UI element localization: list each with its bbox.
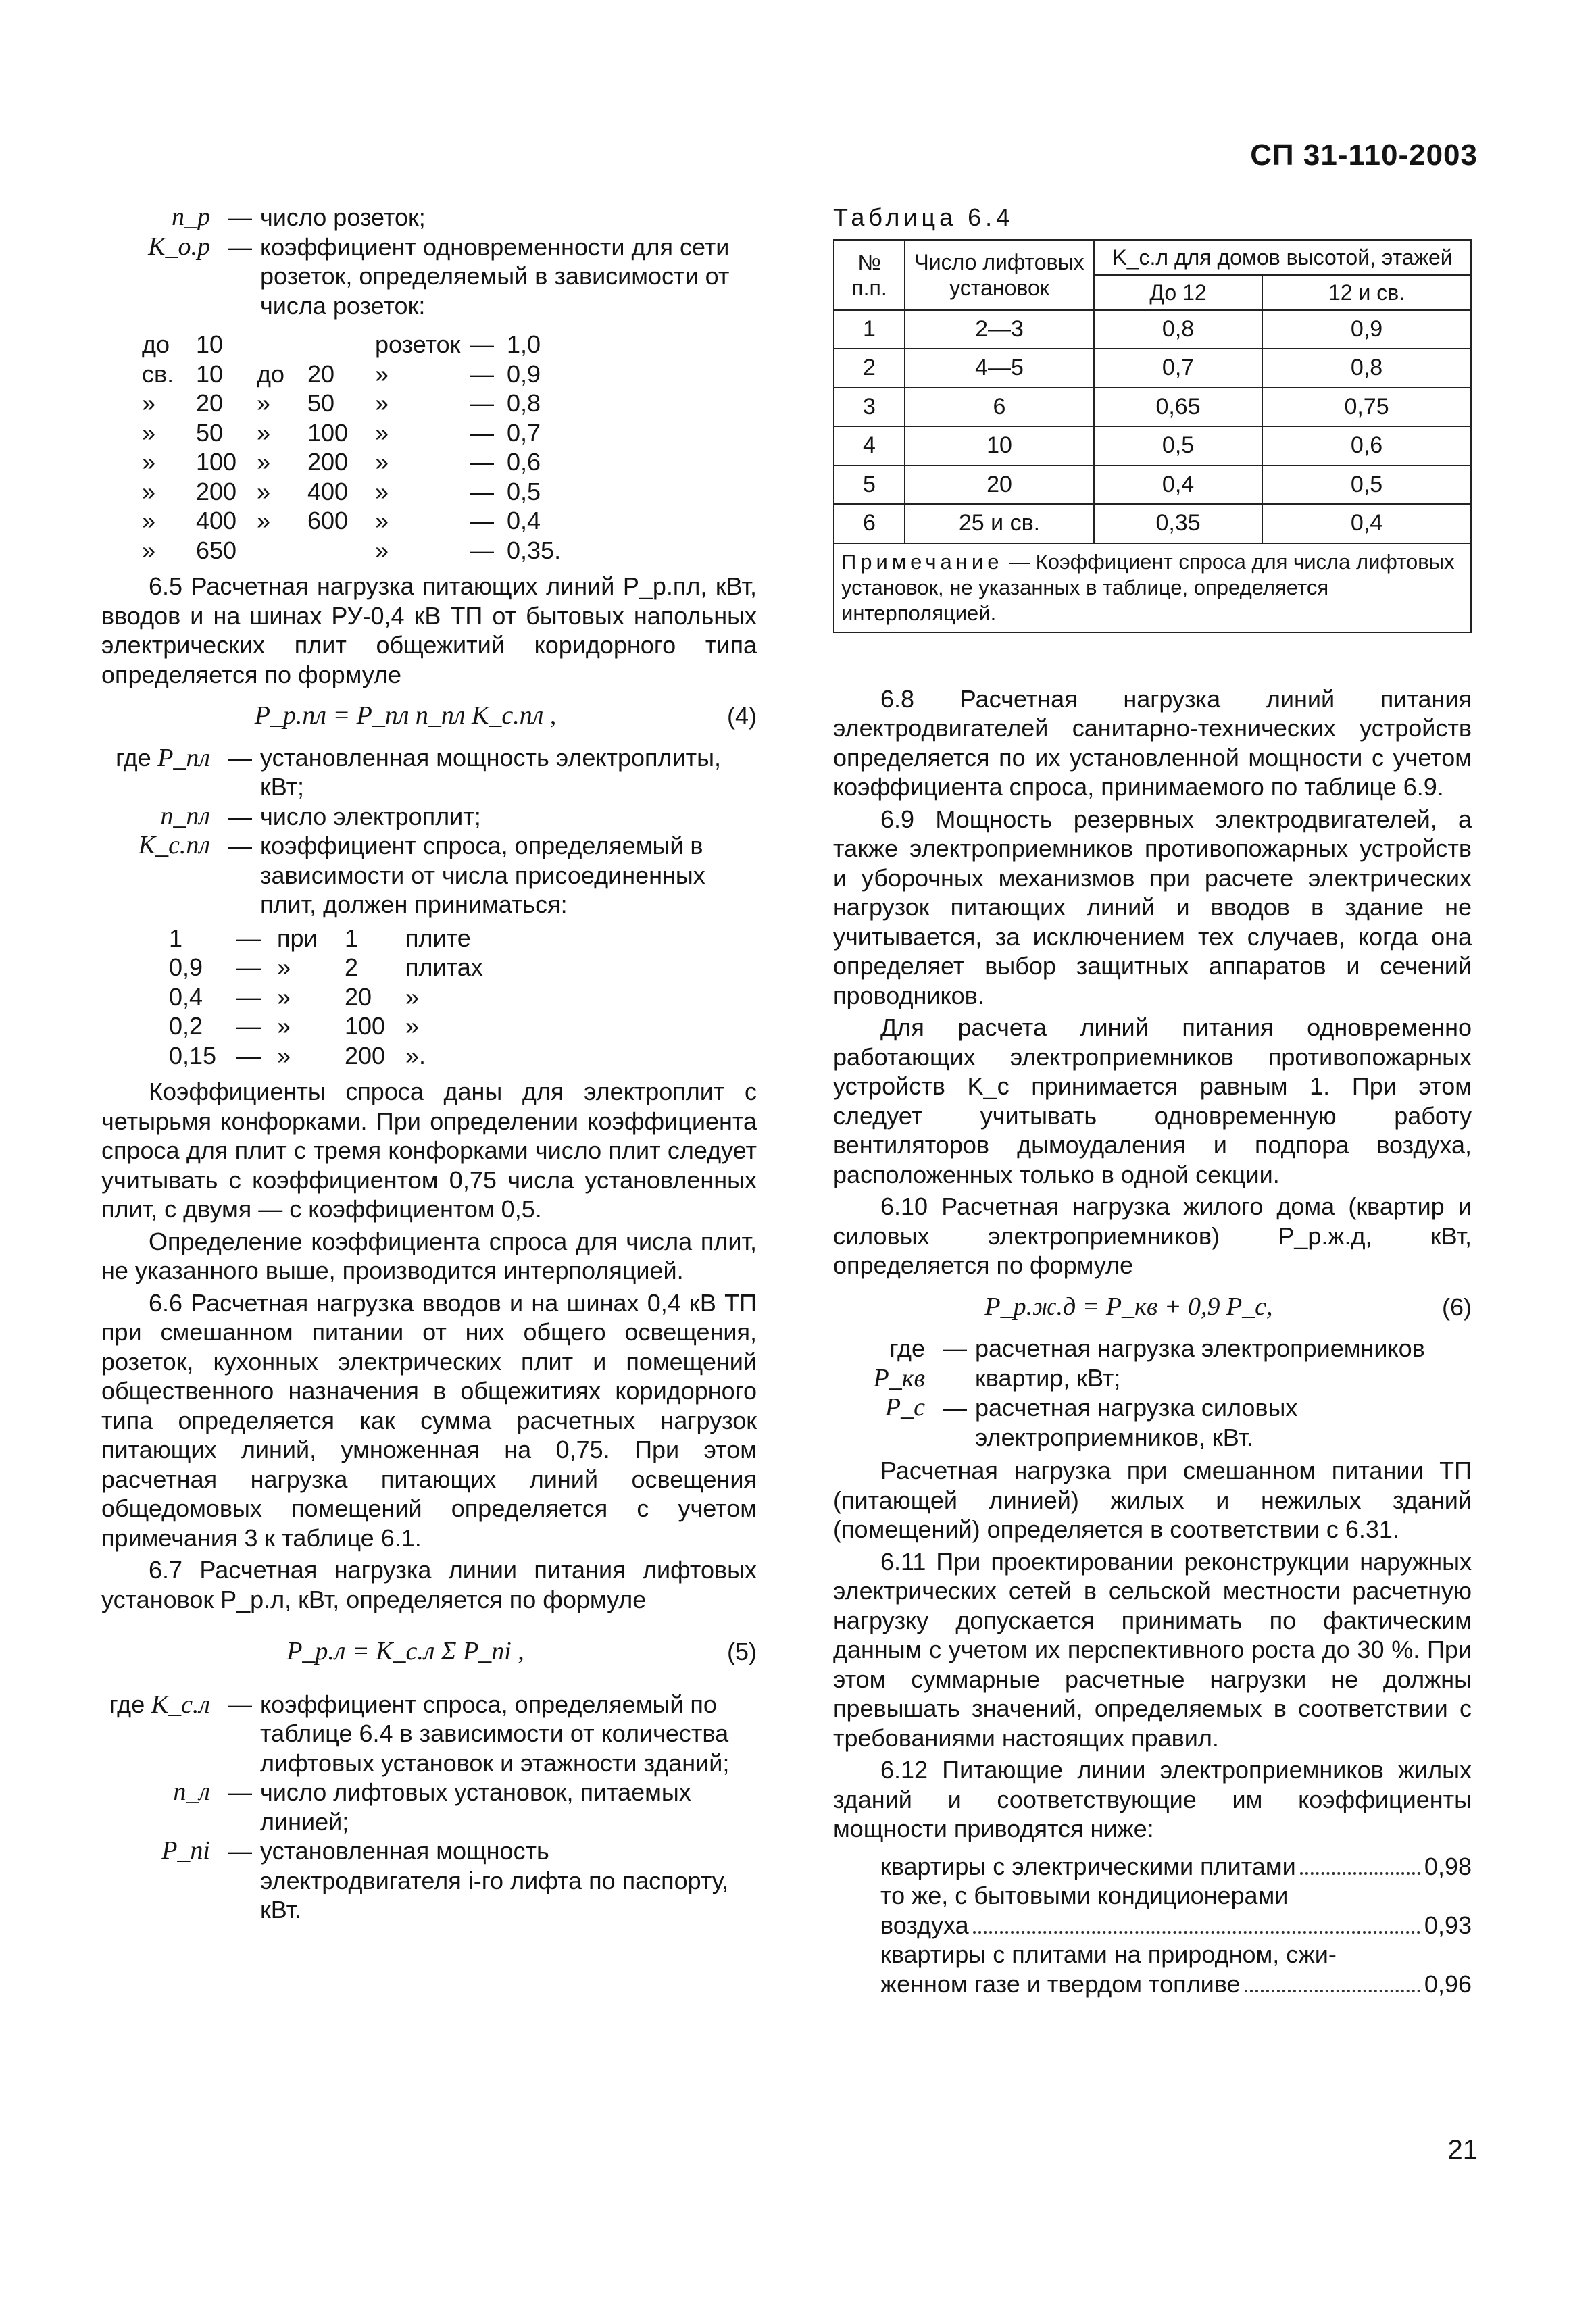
table-cell: 0,4 bbox=[1094, 466, 1262, 505]
table-row bbox=[834, 349, 1471, 388]
socket-list-cell: » bbox=[257, 448, 271, 476]
where-label: где bbox=[116, 743, 151, 772]
socket-list-cell: — bbox=[470, 330, 494, 358]
socket-list-cell: 50 bbox=[196, 418, 224, 447]
table-cell: 0,35 bbox=[1094, 504, 1262, 543]
socket-list-cell: » bbox=[375, 418, 389, 447]
power-factor-list bbox=[880, 1852, 1472, 1999]
def-dash: — bbox=[228, 743, 252, 772]
socket-list-cell: 200 bbox=[196, 477, 237, 505]
plate-list-cell: ». bbox=[405, 1041, 426, 1070]
socket-list-cell: 600 bbox=[307, 507, 349, 534]
table-row bbox=[834, 388, 1471, 427]
socket-list-cell: 0,9 bbox=[507, 359, 541, 388]
def-dash: — bbox=[228, 832, 252, 859]
socket-list-cell: 1,0 bbox=[507, 330, 541, 358]
socket-list-cell: — bbox=[470, 359, 494, 388]
def-text: расчетная нагрузка силовых электроприемников, кВт. bbox=[975, 1394, 1298, 1451]
right-column bbox=[833, 203, 1472, 1998]
socket-list-cell: » bbox=[142, 477, 156, 505]
def-symbol: P_кв bbox=[873, 1363, 925, 1392]
note-label: Примечание bbox=[841, 549, 1003, 574]
definitions-formula-6 bbox=[833, 1334, 1472, 1452]
formula-expression: P_р.ж.д = P_кв + 0,9 P_с, bbox=[984, 1292, 1273, 1321]
def-text: число электроплит; bbox=[260, 802, 481, 830]
socket-list-cell: 0,8 bbox=[507, 389, 541, 417]
socket-list-cell: » bbox=[375, 389, 389, 417]
def-text: установленная мощность электроплиты, кВт; bbox=[260, 743, 722, 801]
power-factor-item bbox=[880, 1911, 1472, 1940]
page-number: 21 bbox=[1447, 2135, 1478, 2165]
table-cell: 4 bbox=[834, 426, 905, 466]
socket-list-cell: 0,4 bbox=[507, 507, 541, 534]
socket-list-cell bbox=[307, 330, 375, 359]
plate-list-cell: — bbox=[236, 953, 261, 981]
socket-list-cell: » bbox=[142, 448, 156, 476]
def-dash: — bbox=[228, 203, 252, 231]
plate-list-cell: — bbox=[236, 1041, 261, 1070]
table-cell: 4—5 bbox=[905, 349, 1094, 388]
socket-list-cell bbox=[257, 536, 307, 565]
table-6-4 bbox=[833, 239, 1472, 633]
socket-list-cell: св. bbox=[142, 359, 174, 388]
table-cell: 0,9 bbox=[1262, 310, 1471, 349]
formula-4 bbox=[101, 701, 757, 731]
table-cell: 6 bbox=[905, 388, 1094, 427]
def-symbol: n_л bbox=[173, 1778, 210, 1806]
paragraph-6-8: 6.8 Расчетная нагрузка линий питания электродвигателей санитарно-технических устройств определяется по их установленной мощности с учетом коэффициента спроса, принимаемого по таблице 6.9. bbox=[833, 684, 1472, 801]
socket-list-cell: 10 bbox=[196, 359, 224, 388]
formula-expression: P_р.л = K_с.л Σ P_ni , bbox=[286, 1637, 524, 1665]
paragraph-6-9b: Для расчета линий питания одновременно работающих электроприемников противопожарных устройств K_с принимается равным 1. При этом следует учитывать одновременную работу вентиляторов дымоудаления и подпора воздуха, расположенных только в одной секции. bbox=[833, 1013, 1472, 1188]
table-cell: 0,6 bbox=[1262, 426, 1471, 466]
paragraph-6-12: 6.12 Питающие линии электроприемников жилых зданий и соответствующие им коэффициенты мощности приводятся ниже: bbox=[833, 1756, 1472, 1842]
def-symbol: K_с.пл bbox=[138, 831, 210, 859]
def-text: коэффициент спроса, определяемый в зависимости от числа присоединенных плит, должен приниматься: bbox=[260, 832, 705, 918]
plate-list-cell: » bbox=[277, 982, 291, 1011]
table-header-sub2: 12 и св. bbox=[1262, 275, 1471, 310]
table-cell: 0,8 bbox=[1262, 349, 1471, 388]
def-symbol: n_р bbox=[172, 203, 210, 231]
power-factor-item bbox=[880, 1881, 1472, 1911]
definitions-formula-4 bbox=[101, 743, 757, 920]
plate-list-cell: 200 bbox=[345, 1041, 386, 1070]
dot-leader bbox=[1245, 1990, 1420, 1992]
paragraph-6-10: 6.10 Расчетная нагрузка жилого дома (квартир и силовых электроприемников) P_р.ж.д, кВт, определяется по формуле bbox=[833, 1192, 1472, 1279]
power-factor-label: женном газе и твердом топливе bbox=[880, 1969, 1241, 1998]
plate-list-cell: 0,9 bbox=[169, 953, 203, 981]
definitions-formula-5 bbox=[101, 1690, 757, 1925]
power-factor-label: квартиры с электрическими плитами bbox=[880, 1852, 1296, 1880]
socket-list-cell: 10 bbox=[196, 330, 224, 358]
table-header-lift-count: Число лифтовых установок bbox=[905, 240, 1094, 310]
socket-list-cell: 0,35. bbox=[507, 536, 562, 564]
table-cell: 1 bbox=[834, 310, 905, 349]
def-dash: — bbox=[228, 1837, 252, 1865]
def-dash: — bbox=[228, 1778, 252, 1806]
socket-list-cell: 20 bbox=[196, 389, 224, 417]
power-factor-value: 0,93 bbox=[1424, 1911, 1472, 1939]
plate-list-cell: » bbox=[277, 1012, 291, 1040]
socket-list-cell: » bbox=[142, 389, 156, 417]
paragraph-6-9: 6.9 Мощность резервных электродвигателей, а также электроприемников противопожарных устройств и уборочных механизмов при расчете электрических нагрузок питающих линий и вводов в здание не учитывается, за исключением тех случаев, когда она определяет выбор защитных аппаратов и сечений проводников. bbox=[833, 805, 1472, 1009]
def-dash: — bbox=[228, 1690, 252, 1718]
plate-list-cell: 0,15 bbox=[169, 1041, 217, 1070]
table-cell: 25 и св. bbox=[905, 504, 1094, 543]
table-cell: 6 bbox=[834, 504, 905, 543]
table-title: Таблица 6.4 bbox=[833, 203, 1014, 231]
table-cell: 0,5 bbox=[1262, 466, 1471, 505]
socket-list-cell: — bbox=[470, 389, 494, 417]
socket-list-cell: 20 bbox=[307, 359, 335, 388]
paragraph-6-7: 6.7 Расчетная нагрузка линии питания лифтовых установок P_р.л, кВт, определяется по формуле bbox=[101, 1556, 757, 1613]
def-text: коэффициент спроса, определяемый по таблице 6.4 в зависимости от количества лифтовых установок и этажности зданий; bbox=[260, 1690, 730, 1777]
socket-list-cell: 400 bbox=[196, 507, 237, 534]
socket-list-cell: 0,7 bbox=[507, 418, 541, 447]
plate-list-cell: » bbox=[405, 982, 420, 1011]
socket-list-cell: » bbox=[257, 477, 271, 505]
table-cell: 2 bbox=[834, 349, 905, 388]
table-cell: 2—3 bbox=[905, 310, 1094, 349]
def-dash: — bbox=[943, 1334, 967, 1362]
table-cell: 0,65 bbox=[1094, 388, 1262, 427]
paragraph-6-10b: Расчетная нагрузка при смешанном питании ТП (питающей линией) жилых и нежилых зданий (помещений) определяется в соответствии с 6.31. bbox=[833, 1457, 1472, 1543]
power-factor-item bbox=[880, 1852, 1472, 1882]
socket-list-cell: » bbox=[375, 448, 389, 476]
table-cell: 0,5 bbox=[1094, 426, 1262, 466]
table-cell: 0,4 bbox=[1262, 504, 1471, 543]
socket-list-cell bbox=[257, 330, 307, 359]
socket-list-cell: » bbox=[257, 418, 271, 447]
table-row bbox=[834, 504, 1471, 543]
plate-list-cell: — bbox=[236, 982, 261, 1011]
socket-list-cell: — bbox=[470, 448, 494, 476]
def-symbol: P_с bbox=[884, 1393, 925, 1422]
socket-list-cell: » bbox=[375, 536, 389, 564]
plate-list-cell: » bbox=[277, 953, 291, 981]
paragraph-coef-2: Определение коэффициента спроса для числа плит, не указанного выше, производится интерполяцией. bbox=[101, 1227, 757, 1284]
def-text: число розеток; bbox=[260, 203, 426, 231]
table-row bbox=[834, 310, 1471, 349]
plate-list-cell: — bbox=[236, 1012, 261, 1040]
socket-count-list bbox=[142, 330, 757, 565]
formula-expression: P_р.пл = P_пл n_пл K_с.пл , bbox=[254, 701, 557, 730]
def-symbol: P_ni bbox=[161, 1836, 210, 1865]
table-cell: 0,8 bbox=[1094, 310, 1262, 349]
def-text: установленная мощность электродвигателя i-го лифта по паспорту, кВт. bbox=[260, 1837, 729, 1923]
table-row bbox=[834, 466, 1471, 505]
socket-list-cell: розеток bbox=[375, 330, 461, 358]
def-text: коэффициент одновременности для сети розеток, определяемый в зависимости от числа розеток: bbox=[260, 232, 730, 320]
socket-list-cell: 50 bbox=[307, 389, 335, 417]
plate-list-cell: 1 bbox=[345, 924, 359, 952]
socket-list-cell: 100 bbox=[307, 418, 349, 447]
socket-list-cell: 100 bbox=[196, 448, 237, 476]
def-symbol: K_о.р bbox=[148, 232, 210, 261]
formula-number: (5) bbox=[727, 1638, 757, 1665]
power-factor-item bbox=[880, 1940, 1472, 1969]
plate-list-cell: 2 bbox=[345, 953, 359, 981]
socket-list-cell: » bbox=[375, 359, 389, 388]
table-cell: 20 bbox=[905, 466, 1094, 505]
plate-list-cell: 100 bbox=[345, 1012, 386, 1040]
socket-list-cell bbox=[307, 536, 375, 565]
socket-list-cell: » bbox=[257, 507, 271, 534]
def-dash: — bbox=[228, 232, 252, 261]
def-symbol: n_пл bbox=[160, 801, 210, 830]
power-factor-label: то же, с бытовыми кондиционерами bbox=[880, 1882, 1289, 1909]
paragraph-coef-1: Коэффициенты спроса даны для электроплит с четырьмя конфорками. При определении коэффициента спроса для плит с тремя конфорками число плит следует учитывать с коэффициентом 0,75 числа установленных плит, с двумя — с коэффициентом 0,5. bbox=[101, 1078, 757, 1223]
table-header-sub1: До 12 bbox=[1094, 275, 1262, 310]
note-text: — Коэффициент спроса для числа лифтовых установок, не указанных в таблице, определяется интерполяцией. bbox=[841, 549, 1455, 625]
plate-list-cell: 20 bbox=[345, 982, 372, 1011]
table-cell: 0,75 bbox=[1262, 388, 1471, 427]
def-symbol: K_с.л bbox=[151, 1690, 210, 1719]
power-factor-label: воздуха bbox=[880, 1911, 969, 1939]
socket-list-cell: 400 bbox=[307, 477, 349, 505]
plate-count-list bbox=[169, 924, 757, 1071]
table-row bbox=[834, 426, 1471, 466]
def-text: расчетная нагрузка электроприемников квартир, кВт; bbox=[975, 1334, 1425, 1392]
power-factor-item bbox=[880, 1969, 1472, 1999]
where-label: где bbox=[889, 1334, 925, 1362]
paragraph-6-11: 6.11 При проектировании реконструкции наружных электрических сетей в сельской местности расчетную нагрузку допускается принимать по фактическим данным с учетом их перспективного роста до 30 %. При этом суммарные расчетные нагрузки не должны превышать значений, определяемых в соответствии с требованиями настоящих правил. bbox=[833, 1547, 1472, 1752]
socket-list-cell: — bbox=[470, 477, 494, 505]
socket-list-cell: до bbox=[142, 330, 170, 358]
socket-list-cell: — bbox=[470, 536, 494, 564]
plate-list-cell: 0,2 bbox=[169, 1012, 203, 1040]
def-dash: — bbox=[228, 802, 252, 830]
plate-list-cell: 0,4 bbox=[169, 982, 203, 1011]
def-symbol: P_пл bbox=[157, 743, 210, 772]
table-cell: 0,7 bbox=[1094, 349, 1262, 388]
def-text: число лифтовых установок, питаемых линией; bbox=[260, 1778, 691, 1836]
table-note bbox=[834, 543, 1471, 632]
plate-list-cell: плите bbox=[405, 924, 471, 952]
where-label: где bbox=[109, 1690, 145, 1718]
socket-list-cell: до bbox=[257, 359, 285, 388]
socket-list-cell: » bbox=[375, 477, 389, 505]
plate-list-cell: 1 bbox=[169, 924, 183, 952]
definitions-top bbox=[101, 203, 757, 320]
power-factor-value: 0,98 bbox=[1424, 1852, 1472, 1880]
socket-list-cell: — bbox=[470, 507, 494, 534]
socket-list-cell: — bbox=[470, 418, 494, 447]
formula-5 bbox=[101, 1637, 757, 1667]
socket-list-cell: 650 bbox=[196, 536, 237, 564]
table-cell: 3 bbox=[834, 388, 905, 427]
socket-list-cell: » bbox=[257, 389, 271, 417]
formula-number: (6) bbox=[1442, 1292, 1472, 1321]
plate-list-cell: » bbox=[277, 1041, 291, 1070]
socket-list-cell: 200 bbox=[307, 448, 349, 476]
table-cell: 10 bbox=[905, 426, 1094, 466]
dot-leader bbox=[973, 1931, 1420, 1934]
socket-list-cell: » bbox=[142, 507, 156, 534]
left-column bbox=[101, 203, 757, 1929]
table-header-number: № п.п. bbox=[834, 240, 905, 310]
paragraph-6-6: 6.6 Расчетная нагрузка вводов и на шинах 0,4 кВ ТП при смешанном питании от них общего освещения, розеток, кухонных электрических плит и помещений общественного назначения в общежитиях коридорного типа определяется как сумма расчетных нагрузок питающих линий, умноженная на 0,75. При этом расчетная нагрузка питающих линий освещения общедомовых помещений определяется с учетом примечания 3 к таблице 6.1. bbox=[101, 1288, 757, 1552]
socket-list-cell: » bbox=[142, 418, 156, 447]
power-factor-value: 0,96 bbox=[1424, 1969, 1472, 1998]
socket-list-cell: » bbox=[375, 507, 389, 534]
formula-number: (4) bbox=[727, 702, 757, 730]
plate-list-cell: — bbox=[236, 924, 261, 952]
def-dash: — bbox=[943, 1394, 967, 1422]
plate-list-cell: при bbox=[277, 924, 318, 952]
socket-list-cell: » bbox=[142, 536, 156, 564]
socket-list-cell: 0,6 bbox=[507, 448, 541, 476]
document-code: СП 31-110-2003 bbox=[1250, 139, 1478, 172]
plate-list-cell: » bbox=[405, 1012, 420, 1040]
table-header-group: K_с.л для домов высотой, этажей bbox=[1094, 240, 1471, 275]
table-cell: 5 bbox=[834, 466, 905, 505]
plate-list-cell: плитах bbox=[405, 953, 483, 981]
socket-list-cell: 0,5 bbox=[507, 477, 541, 505]
paragraph-6-5: 6.5 Расчетная нагрузка питающих линий P_р.пл, кВт, вводов и на шинах РУ-0,4 кВ ТП от бытовых напольных электрических плит общежитий коридорного типа определяется по формуле bbox=[101, 572, 757, 688]
formula-6 bbox=[833, 1292, 1472, 1322]
dot-leader bbox=[1300, 1872, 1420, 1875]
power-factor-label: квартиры с плитами на природном, сжи- bbox=[880, 1940, 1337, 1968]
